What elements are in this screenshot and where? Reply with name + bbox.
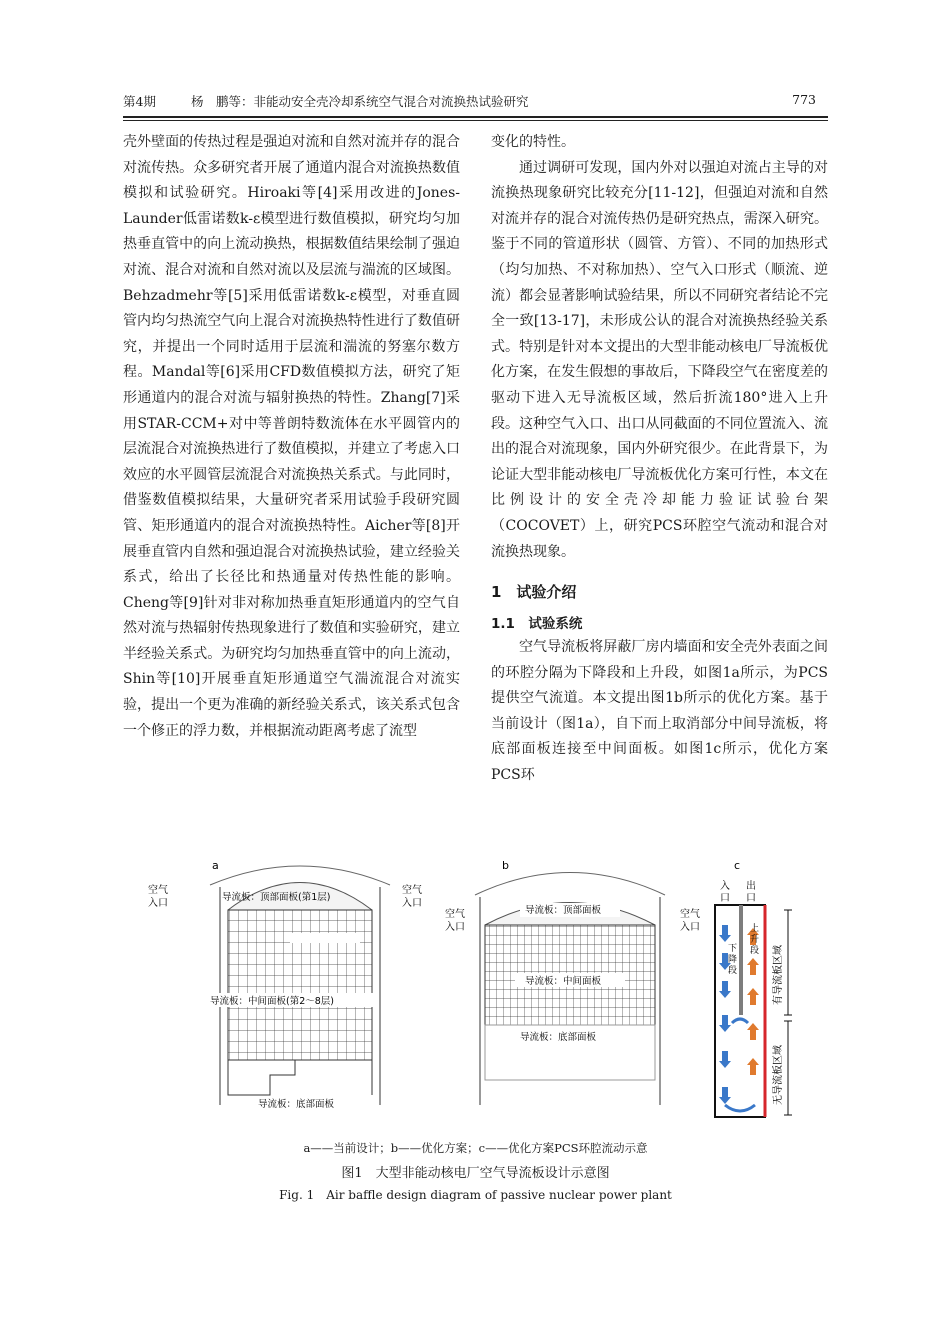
figure-caption-cn: 图1 大型非能动核电厂空气导流板设计示意图: [341, 1166, 610, 1181]
outlet-label-1: 出: [746, 881, 756, 892]
air-inlet-right-b-1: 空气: [680, 909, 700, 920]
riser-label-1: 上: [750, 924, 760, 934]
with-baffle-region-label: 有导流板区域: [773, 945, 784, 1005]
right-paragraph-3: 空气导流板将屏蔽厂房内墙面和安全壳外表面之间的环腔分隔为下降段和上升段，如图1a所示，为PCS提供空气流道。本文提出图1b所示的优化方案。基于当前设计（图1a），自下而上取消部分中间导流板，将底部面板连接至中间面板。如图1c所示，优化方案PCS环: [491, 639, 828, 784]
air-inlet-left-2: 入口: [148, 898, 168, 909]
figure-1: [140, 855, 820, 1125]
downcomer-label-3: 段: [728, 966, 738, 976]
bg-top-label: [290, 933, 360, 943]
downcomer-label-2: 降: [728, 955, 738, 965]
middle-panel-label-b: 导流板：中间面板: [525, 976, 602, 987]
header-rule-thin: [123, 120, 828, 121]
baffle: [739, 905, 743, 1015]
page-number: 773: [792, 92, 816, 107]
panel-b-label: b: [502, 859, 509, 872]
panel-b: [445, 859, 700, 1105]
air-inlet-right-b-2: 入口: [680, 922, 700, 933]
panel-c-label: c: [734, 859, 741, 872]
middle-panel-label: 导流板：中间面板(第2～8层): [210, 996, 335, 1007]
right-paragraph-1: 变化的特性。: [491, 134, 575, 150]
figure-subcaption: a——当前设计；b——优化方案；c——优化方案PCS环腔流动示意: [303, 1141, 648, 1155]
dome-outer-b: [475, 873, 665, 896]
header-rule: [123, 116, 828, 118]
bottom-step-right: [295, 1060, 372, 1095]
inlet-label-1: 入: [720, 881, 730, 892]
top-panel-label: 导流板：顶部面板(第1层): [222, 892, 331, 903]
riser-label-2: 升: [750, 935, 760, 945]
subsection-heading: 1.1 试验系统: [491, 616, 583, 633]
outlet-label-2: 口: [746, 893, 756, 904]
air-inlet-right-2: 入口: [402, 898, 422, 909]
running-header: [123, 92, 828, 114]
panel-a-label: a: [212, 859, 219, 872]
left-paragraph: 壳外壁面的传热过程是强迫对流和自然对流并存的混合对流传热。众多研究者开展了通道内混合对流换热数值模拟和试验研究。Hiroaki等[4]采用改进的Jones-Launder低雷诺数k-ε模型进行数值模拟，研究均匀加热垂直管中的向上流动换热，根据数值结果绘制了强迫对流、混合对流和自然对流以及层流与湍流的区域图。Behzadmehr等[5]采用低雷诺数k-ε模型，对垂直圆管内均匀热流空气向上混合对流换热特性进行了数值研究，并提出一个同时适用于层流和湍流的努塞尔数方程。Mandal等[6]采用CFD数值模拟方法，研究了矩形通道内的混合对流与辐射换热的特性。Zhang[7]采用STAR-CCM+对中等普朗特数流体在水平圆管内的层流混合对流换热进行了数值模拟，并建立了考虑入口效应的水平圆管层流混合对流换热关系式。与此同时，借鉴数值模拟结果，大量研究者采用试验手段研究圆管、矩形通道内的混合对流换热特性。Aicher等[8]开展垂直管内自然和强迫混合对流换热试验，建立经验关系式，给出了长径比和热通量对传热性能的影响。Cheng等[9]针对非对称加热垂直矩形通道内的空气自然对流与热辐射传热现象进行了数值和实验研究，建立半经验关系式。为研究均匀加热垂直管中的向上流动，Shin等[10]开展垂直矩形通道空气湍流混合对流实验，提出一个更为准确的新经验关系式，该关系式包含一个修正的浮力数，并根据流动距离考虑了流型: [123, 134, 460, 739]
left-column: [123, 130, 460, 744]
air-inlet-left-b-1: 空气: [445, 909, 465, 920]
running-title: 杨 鹏等：非能动安全壳冷却系统空气混合对流换热试验研究: [191, 94, 529, 109]
air-inlet-left-1: 空气: [148, 885, 168, 896]
top-panel-label-b: 导流板：顶部面板: [525, 905, 602, 916]
bottom-step-left: [228, 1060, 295, 1095]
right-paragraph-2: 通过调研可发现，国内外对以强迫对流占主导的对流换热现象研究比较充分[11-12]，但强迫对流和自然对流并存的混合对流传热仍是研究热点，需深入研究。鉴于不同的管道形状（圆管、方管）、不同的加热形式（均匀加热、不对称加热）、空气入口形式（顺流、逆流）都会显著影响试验结果，所以不同研究者结论不完全一致[13-17]，未形成公认的混合对流换热经验关系式。特别是针对本文提出的大型非能动核电厂导流板优化方案，在发生假想的事故后，下降段空气在密度差的驱动下进入无导流板区域，然后折流180°进入上升段。这种空气入口、出口从同截面的不同位置流入、流出的混合对流现象，国内外研究很少。在此背景下，为论证大型非能动核电厂导流板优化方案可行性，本文在比例设计的安全壳冷却能力验证试验台架（COCOVET）上，研究PCS环腔空气流动和混合对流换热现象。: [491, 159, 828, 560]
air-inlet-right-1: 空气: [402, 885, 422, 896]
air-inlet-left-b-2: 入口: [445, 922, 465, 933]
downcomer-label-1: 下: [728, 944, 738, 954]
section-heading: 1 试验介绍: [491, 583, 577, 602]
inlet-label-2: 口: [720, 893, 730, 904]
right-column: [491, 130, 828, 789]
bottom-panel-label: 导流板：底部面板: [258, 1099, 335, 1110]
issue-number: 第4期: [123, 94, 156, 109]
riser-label-3: 段: [750, 946, 760, 956]
middle-panel-grid: [228, 910, 372, 1060]
without-baffle-region-label: 无导流板区域: [773, 1045, 784, 1105]
figure-drawing: [140, 855, 820, 1125]
bottom-panel-label-b: 导流板：底部面板: [520, 1032, 597, 1043]
panel-c: [715, 859, 792, 1117]
figure-caption-en: Fig. 1 Air baffle design diagram of passive nuclear power plant: [279, 1188, 672, 1202]
panel-a: [148, 859, 422, 1110]
